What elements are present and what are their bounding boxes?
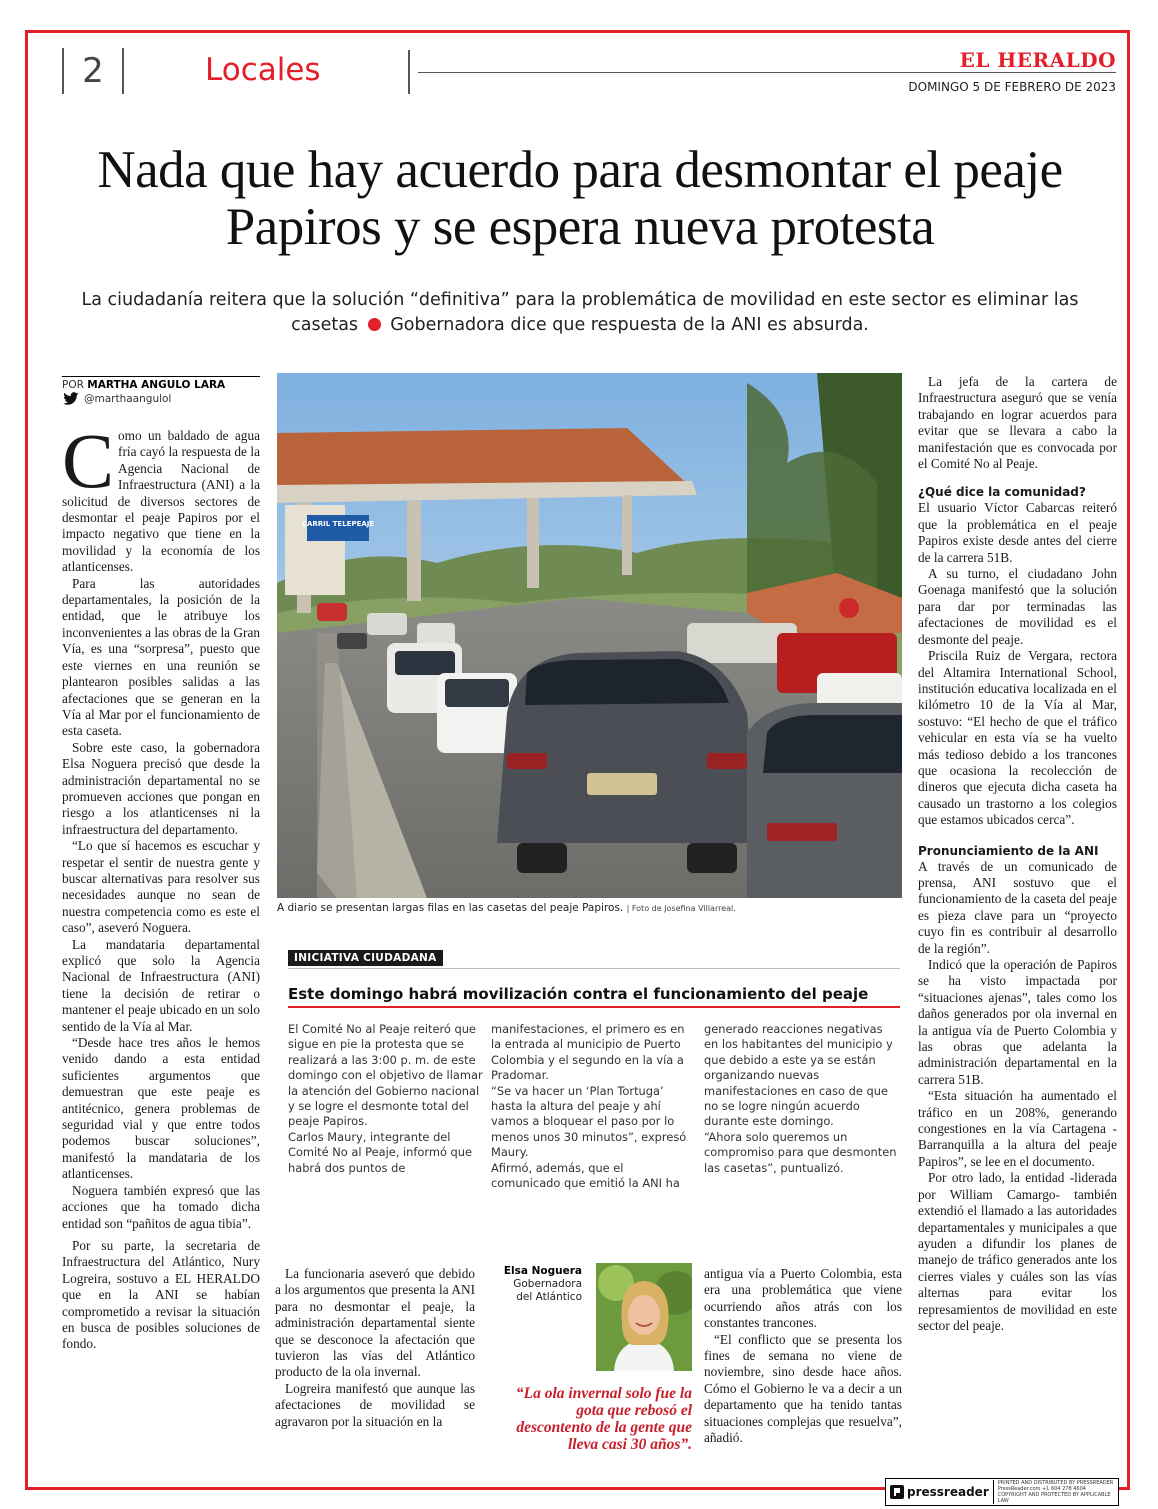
box-paragraph: Afirmó, además, que el comunicado que emitió la ANI ha — [491, 1160, 680, 1191]
section-name: Locales — [205, 52, 321, 88]
twitter-bird-icon — [62, 392, 80, 406]
pressreader-icon — [890, 1485, 904, 1499]
portrait-photo — [596, 1263, 692, 1371]
deck — [70, 288, 1090, 338]
section-divider — [408, 50, 410, 94]
box-paragraph: “Ahora solo queremos un compromiso para que desmonten las casetas”, puntualizó. — [704, 1129, 897, 1175]
box-title: Este domingo habrá movilización contra el funcionamiento del peaje — [288, 985, 900, 1008]
pressreader-footer[interactable] — [885, 1478, 1119, 1506]
paragraph: Logreira manifestó que aunque las afectaciones de movilidad se agravaron por la situación en la — [275, 1380, 475, 1429]
box-paragraph: “Se va hacer un ‘Plan Tortuga’ hasta la altura del peaje y ahí vamos a bloquear el paso por lo menos unos 30 minutos”, expresó Maury. — [491, 1083, 687, 1160]
byline-prefix: POR — [62, 379, 84, 391]
subhead-community: ¿Qué dice la comunidad? — [918, 485, 1086, 500]
quote-attribution — [490, 1265, 582, 1304]
paragraph: Priscila Ruiz de Vergara, rectora del Altamira International School, institución educativa localizada en el kilómetro 10 de la Vía al Mar, sostuvo: “El hecho de que el tráfico vehicular en esta vía se ha vuelto más tedioso debido a los trancones que ocasiona la recolección de dineros que ejecuta dicha caseta ha causado un trastorno a los colegios que estamos ubicados cerca”. — [918, 648, 1117, 828]
paragraph: Por otro lado, la entidad -liderada por William Camargo- también extendió el llamado a las autoridades departamentales y municipales a que ayuden a difundir los planes de manejo de tráfico generados ante los cierres viales y cuáles son las vías alternas para evitar los represamientos de movilidad en este sector del peaje. — [918, 1170, 1117, 1333]
paragraph: “Lo que sí hacemos es escuchar y respetar el sentir de nuestra gente y buscar alternativas para resolver sus necesidades aunque no sean de nuestra competencia como es este el caso”, aseveró Noguera. — [62, 838, 260, 936]
deck-part-2: Gobernadora dice que respuesta de la ANI es absurda. — [390, 315, 869, 335]
paragraph: “Desde hace tres años le hemos venido dando a esta entidad suficientes argumentos que demuestran que este peaje es antitécnico, genera problemas de seguridad vial y que entre todos podemos buscar soluciones”, manifestó la mandataria de los atlanticenses. — [62, 1035, 260, 1182]
newspaper-logo[interactable]: EL HERALDO — [959, 48, 1116, 72]
paragraph: Noguera también expresó que las acciones que ha tomado dicha entidad son “pañitos de agua tibia”. — [62, 1182, 260, 1231]
headline: Nada que hay acuerdo para desmontar el peaje Papiros y se espera nueva protesta — [97, 141, 1063, 256]
byline-author: MARTHA ANGULO LARA — [87, 379, 226, 391]
photo-credit: | Foto de Josefina Villarreal. — [626, 904, 736, 913]
quote-name: Elsa Noguera — [503, 1265, 582, 1277]
article-column-4 — [918, 374, 1117, 1334]
pressreader-logo: pressreader — [886, 1485, 993, 1499]
twitter-handle-row[interactable] — [62, 392, 260, 406]
paragraph: A través de un comunicado de prensa, ANI sostuvo que el funcionamiento de la caseta del peaje es pieza clave para un “proyecto cuyo fin es contribuir al desarrollo de la región”. — [918, 858, 1117, 956]
issue-date: DOMINGO 5 DE FEBRERO DE 2023 — [908, 80, 1116, 94]
paragraph: Sobre este caso, la gobernadora Elsa Noguera precisó que desde la administración departamental no se promueven acciones que pongan en riesgo a los atlanticenses ni la infraestructura del departamento. — [62, 739, 260, 837]
box-paragraph: El Comité No al Peaje reiteró que sigue en pie la protesta que se realizará a las 3:00 p. m. de este domingo con el objetivo de llamar la atención del Gobierno nacional y se logre el desmonte total del peaje Papiros. — [288, 1022, 483, 1129]
telepeaje-sign-text: CARRIL TELEPEAJE — [301, 520, 375, 528]
bullet-dot-icon — [368, 318, 381, 331]
subhead-ani: Pronunciamiento de la ANI — [918, 843, 1099, 858]
photo-caption — [277, 902, 902, 914]
telepeaje-sign — [307, 515, 369, 541]
box-paragraph: generado reacciones negativas en los habitantes del municipio y que debido a este ya se están organizando nuevas manifestaciones en caso de que no se logre ningún acuerdo durante este domingo. — [704, 1022, 893, 1129]
box-paragraph: manifestaciones, el primero es en la entrada al municipio de Puerto Colombia y el segundo en la vía a Pradomar. — [491, 1022, 685, 1083]
caption-text: A diario se presentan largas filas en las casetas del peaje Papiros. — [277, 902, 624, 914]
twitter-handle: @marthaangulol — [84, 393, 172, 405]
pressreader-notice: PRINTED AND DISTRIBUTED BY PRESSREADER PressReader.com +1 604 278 4604 COPYRIGHT AND PROTECTED BY APPLICABLE LAW — [993, 1480, 1118, 1504]
box-tag-rule — [288, 968, 900, 969]
portrait-illustration — [596, 1263, 692, 1371]
paragraph: Por su parte, la secretaria de Infraestructura del Atlántico, Nury Logreira, sostuvo a EL HERALDO que en la ANI se habían comprometido a revisar la situación en busca de posibles soluciones de fondo. — [62, 1237, 260, 1352]
box-column-2 — [491, 1022, 691, 1191]
paragraph: A su turno, el ciudadano John Goenaga manifestó que la solución para dar por terminadas las afectaciones de movilidad es el desmonte del peaje. — [918, 566, 1117, 647]
byline — [62, 376, 260, 391]
paragraph: Indicó que la operación de Papiros se ha visto impactada por “situaciones ajenas”, tales como los daños generados por ola invernal en la antigua vía de Puerto Colombia y las obras que adelanta la administración departamental en la carrera 51B. — [918, 957, 1117, 1087]
paragraph: El usuario Víctor Cabarcas reiteró que la problemática en el peaje Papiros existe desde antes del cierre de la carrera 51B. — [918, 500, 1117, 565]
lead-paragraph: Como un baldado de agua fría cayó la respuesta de la Agencia Nacional de Infraestructura (ANI) a la solicitud de diversos sectores de desmontar el peaje Papiros por el impacto negativo que tiene en la movilidad y la economía de los atlanticenses. — [62, 417, 260, 575]
paragraph: La funcionaria aseveró que debido a los argumentos que presenta la ANI para no desmontar el peaje, la administración departamental siente que se desconoce la afectación que tuvieron las vías del Atlántico producto de la ola invernal. — [275, 1266, 475, 1380]
page-number: 2 — [62, 48, 124, 94]
paragraph: “Esta situación ha aumentado el tráfico en un 208%, generando congestiones en la vía Cartagena - Barranquilla a la altura del peaje Papiros”, se lee en el documento. — [918, 1088, 1117, 1169]
quote-role-1: Gobernadora — [513, 1278, 582, 1290]
paragraph: Para las autoridades departamentales, la posición de la entidad, que le atribuye los inconvenientes a las obras de la Gran Vía, es una “sorpresa”, puesto que este viernes en una reunión se plantearon posibles salidas a las afectaciones que se generan en la Vía al Mar por el funcionamiento de esta caseta. — [62, 575, 260, 739]
paragraph: antigua vía a Puerto Colombia, esta era una problemática que viene ocurriendo años atrás con los constantes trancones. — [704, 1266, 902, 1331]
box-paragraph: Carlos Maury, integrante del Comité No al Peaje, informó que habrá dos puntos de — [288, 1129, 473, 1175]
deck-part-1: La ciudadanía reitera que la solución “definitiva” para la problemática de movilidad en este sector es eliminar las casetas — [81, 290, 1079, 335]
quote-role-2: del Atlántico — [516, 1291, 582, 1303]
toll-queue-illustration — [277, 373, 902, 898]
paragraph: “El conflicto que se presenta los fines de semana no viene de noviembre, sino desde hace años. Cómo el Gobierno le va a decir a un departamento que ha tenido tantas situaciones complejas que resuelva”, añadió. — [704, 1331, 902, 1446]
box-column-1 — [288, 1022, 484, 1176]
main-photo — [277, 373, 902, 898]
article-column-1 — [62, 417, 260, 1353]
paragraph: La mandataria departamental explicó que solo la Agencia Nacional de Infraestructura (ANI) tiene la decisión de retirar o mantener el peaje ubicado en un solo sentido de la Vía al Mar. — [62, 936, 260, 1034]
article-column-3 — [704, 1266, 902, 1446]
drop-cap: C — [62, 417, 115, 504]
header-rule — [418, 72, 1116, 73]
article-column-2 — [275, 1266, 475, 1430]
paragraph: La jefa de la cartera de Infraestructura aseguró que se venía trabajando en lograr acuerdos para evitar que se llevara a cabo la manifestación que es convocada por el Comité No al Peaje. — [918, 374, 1117, 472]
box-column-3 — [704, 1022, 900, 1176]
pull-quote: “La ola invernal solo fue la gota que rebosó el descontento de la gente que lleva casi 30 años”. — [515, 1385, 692, 1453]
box-tag: INICIATIVA CIUDADANA — [288, 950, 443, 966]
